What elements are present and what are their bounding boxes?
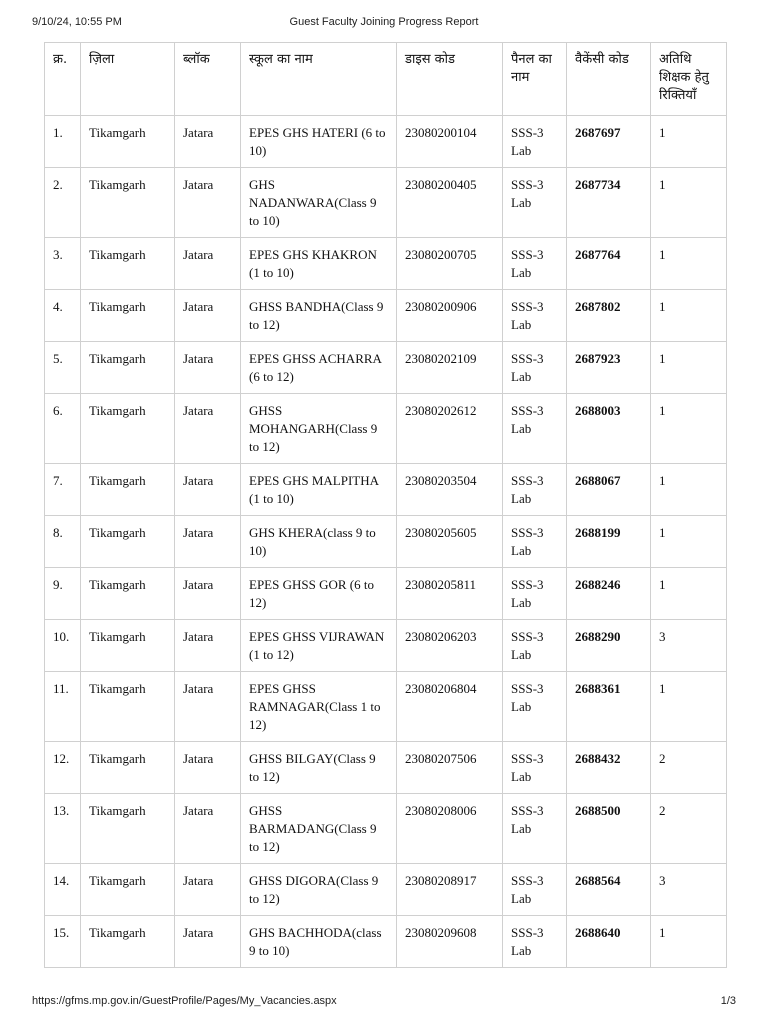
page-url: https://gfms.mp.gov.in/GuestProfile/Pages/My_Vacancies.aspx: [32, 995, 337, 1007]
col-header-block: ब्लॉक: [175, 43, 241, 116]
cell-district: Tikamgarh: [81, 168, 175, 238]
cell-district: Tikamgarh: [81, 516, 175, 568]
cell-panel-name: SSS-3 Lab: [503, 864, 567, 916]
cell-dise-code: 23080209608: [397, 916, 503, 968]
table-row: [45, 116, 727, 168]
cell-panel-name: SSS-3 Lab: [503, 620, 567, 672]
cell-vacancies: 1: [651, 394, 727, 464]
cell-district: Tikamgarh: [81, 568, 175, 620]
cell-school-name: GHSS MOHANGARH(Class 9 to 12): [241, 394, 397, 464]
cell-serial: 13.: [45, 794, 81, 864]
col-header-school-name: स्कूल का नाम: [241, 43, 397, 116]
cell-serial: 7.: [45, 464, 81, 516]
cell-dise-code: 23080200405: [397, 168, 503, 238]
cell-vacancies: 1: [651, 916, 727, 968]
cell-dise-code: 23080200705: [397, 238, 503, 290]
cell-vacancy-code: 2688199: [567, 516, 651, 568]
cell-block: Jatara: [175, 568, 241, 620]
table-row: [45, 168, 727, 238]
cell-block: Jatara: [175, 290, 241, 342]
cell-vacancy-code: 2688003: [567, 394, 651, 464]
cell-district: Tikamgarh: [81, 916, 175, 968]
cell-block: Jatara: [175, 916, 241, 968]
cell-vacancy-code: 2687764: [567, 238, 651, 290]
cell-district: Tikamgarh: [81, 464, 175, 516]
cell-district: Tikamgarh: [81, 794, 175, 864]
cell-panel-name: SSS-3 Lab: [503, 342, 567, 394]
cell-dise-code: 23080207506: [397, 742, 503, 794]
vacancies-table: [44, 42, 727, 968]
print-header: [0, 16, 768, 32]
cell-school-name: GHS NADANWARA(Class 9 to 10): [241, 168, 397, 238]
cell-panel-name: SSS-3 Lab: [503, 394, 567, 464]
cell-panel-name: SSS-3 Lab: [503, 568, 567, 620]
table-row: [45, 568, 727, 620]
table-row: [45, 290, 727, 342]
cell-vacancy-code: 2688432: [567, 742, 651, 794]
cell-district: Tikamgarh: [81, 672, 175, 742]
cell-vacancies: 1: [651, 238, 727, 290]
cell-district: Tikamgarh: [81, 290, 175, 342]
cell-vacancies: 2: [651, 794, 727, 864]
cell-school-name: GHSS BANDHA(Class 9 to 12): [241, 290, 397, 342]
cell-vacancy-code: 2688290: [567, 620, 651, 672]
cell-vacancies: 1: [651, 116, 727, 168]
cell-district: Tikamgarh: [81, 864, 175, 916]
table-row: [45, 238, 727, 290]
cell-vacancy-code: 2687802: [567, 290, 651, 342]
cell-block: Jatara: [175, 864, 241, 916]
cell-serial: 15.: [45, 916, 81, 968]
cell-dise-code: 23080200906: [397, 290, 503, 342]
cell-district: Tikamgarh: [81, 342, 175, 394]
cell-school-name: GHSS BILGAY(Class 9 to 12): [241, 742, 397, 794]
cell-vacancy-code: 2687734: [567, 168, 651, 238]
cell-serial: 2.: [45, 168, 81, 238]
table-row: [45, 794, 727, 864]
cell-panel-name: SSS-3 Lab: [503, 916, 567, 968]
cell-vacancies: 1: [651, 516, 727, 568]
cell-district: Tikamgarh: [81, 394, 175, 464]
cell-block: Jatara: [175, 672, 241, 742]
cell-vacancies: 1: [651, 672, 727, 742]
cell-serial: 3.: [45, 238, 81, 290]
cell-dise-code: 23080202612: [397, 394, 503, 464]
cell-dise-code: 23080203504: [397, 464, 503, 516]
cell-dise-code: 23080200104: [397, 116, 503, 168]
cell-panel-name: SSS-3 Lab: [503, 168, 567, 238]
cell-vacancy-code: 2688500: [567, 794, 651, 864]
cell-serial: 5.: [45, 342, 81, 394]
cell-school-name: EPES GHS HATERI (6 to 10): [241, 116, 397, 168]
col-header-serial: क्र.: [45, 43, 81, 116]
cell-school-name: GHS KHERA(class 9 to 10): [241, 516, 397, 568]
cell-vacancy-code: 2687923: [567, 342, 651, 394]
cell-serial: 6.: [45, 394, 81, 464]
table-row: [45, 916, 727, 968]
cell-school-name: GHSS BARMADANG(Class 9 to 12): [241, 794, 397, 864]
cell-district: Tikamgarh: [81, 116, 175, 168]
cell-vacancies: 3: [651, 864, 727, 916]
table-row: [45, 394, 727, 464]
cell-district: Tikamgarh: [81, 238, 175, 290]
cell-panel-name: SSS-3 Lab: [503, 672, 567, 742]
cell-district: Tikamgarh: [81, 742, 175, 794]
table-row: [45, 864, 727, 916]
cell-vacancy-code: 2687697: [567, 116, 651, 168]
cell-vacancy-code: 2688361: [567, 672, 651, 742]
cell-panel-name: SSS-3 Lab: [503, 238, 567, 290]
cell-panel-name: SSS-3 Lab: [503, 516, 567, 568]
cell-dise-code: 23080205605: [397, 516, 503, 568]
cell-serial: 1.: [45, 116, 81, 168]
table-row: [45, 516, 727, 568]
cell-block: Jatara: [175, 342, 241, 394]
col-header-district: ज़िला: [81, 43, 175, 116]
cell-school-name: EPES GHS MALPITHA (1 to 10): [241, 464, 397, 516]
cell-dise-code: 23080208006: [397, 794, 503, 864]
cell-vacancy-code: 2688246: [567, 568, 651, 620]
cell-school-name: EPES GHS KHAKRON (1 to 10): [241, 238, 397, 290]
table-row: [45, 620, 727, 672]
cell-school-name: EPES GHSS RAMNAGAR(Class 1 to 12): [241, 672, 397, 742]
cell-panel-name: SSS-3 Lab: [503, 464, 567, 516]
table-header-row: [45, 43, 727, 116]
cell-vacancies: 1: [651, 168, 727, 238]
col-header-vacancy-code: वैकेंसी कोड: [567, 43, 651, 116]
cell-serial: 12.: [45, 742, 81, 794]
table-row: [45, 342, 727, 394]
cell-serial: 8.: [45, 516, 81, 568]
cell-panel-name: SSS-3 Lab: [503, 116, 567, 168]
cell-school-name: EPES GHSS GOR (6 to 12): [241, 568, 397, 620]
cell-school-name: EPES GHSS VIJRAWAN (1 to 12): [241, 620, 397, 672]
table-row: [45, 672, 727, 742]
cell-serial: 4.: [45, 290, 81, 342]
cell-school-name: GHS BACHHODA(class 9 to 10): [241, 916, 397, 968]
cell-vacancies: 2: [651, 742, 727, 794]
cell-panel-name: SSS-3 Lab: [503, 290, 567, 342]
cell-block: Jatara: [175, 168, 241, 238]
cell-vacancy-code: 2688564: [567, 864, 651, 916]
cell-vacancy-code: 2688067: [567, 464, 651, 516]
cell-dise-code: 23080205811: [397, 568, 503, 620]
page-number: 1/3: [720, 995, 736, 1007]
cell-block: Jatara: [175, 116, 241, 168]
cell-dise-code: 23080206804: [397, 672, 503, 742]
cell-block: Jatara: [175, 620, 241, 672]
cell-vacancies: 1: [651, 568, 727, 620]
cell-vacancies: 3: [651, 620, 727, 672]
table-row: [45, 742, 727, 794]
cell-serial: 10.: [45, 620, 81, 672]
cell-panel-name: SSS-3 Lab: [503, 742, 567, 794]
cell-panel-name: SSS-3 Lab: [503, 794, 567, 864]
col-header-dise-code: डाइस कोड: [397, 43, 503, 116]
col-header-panel-name: पैनल का नाम: [503, 43, 567, 116]
cell-school-name: EPES GHSS ACHARRA (6 to 12): [241, 342, 397, 394]
cell-block: Jatara: [175, 794, 241, 864]
col-header-guest-teacher-vacancies: अतिथि शिक्षक हेतु रिक्तियाँ: [651, 43, 727, 116]
cell-block: Jatara: [175, 516, 241, 568]
table-row: [45, 464, 727, 516]
cell-serial: 14.: [45, 864, 81, 916]
cell-block: Jatara: [175, 394, 241, 464]
cell-block: Jatara: [175, 742, 241, 794]
cell-block: Jatara: [175, 238, 241, 290]
cell-school-name: GHSS DIGORA(Class 9 to 12): [241, 864, 397, 916]
cell-vacancies: 1: [651, 464, 727, 516]
cell-dise-code: 23080202109: [397, 342, 503, 394]
cell-serial: 11.: [45, 672, 81, 742]
cell-vacancies: 1: [651, 290, 727, 342]
print-datetime: 9/10/24, 10:55 PM: [32, 16, 122, 28]
cell-serial: 9.: [45, 568, 81, 620]
cell-district: Tikamgarh: [81, 620, 175, 672]
cell-block: Jatara: [175, 464, 241, 516]
cell-dise-code: 23080206203: [397, 620, 503, 672]
cell-dise-code: 23080208917: [397, 864, 503, 916]
cell-vacancy-code: 2688640: [567, 916, 651, 968]
cell-vacancies: 1: [651, 342, 727, 394]
report-title: Guest Faculty Joining Progress Report: [289, 16, 479, 28]
